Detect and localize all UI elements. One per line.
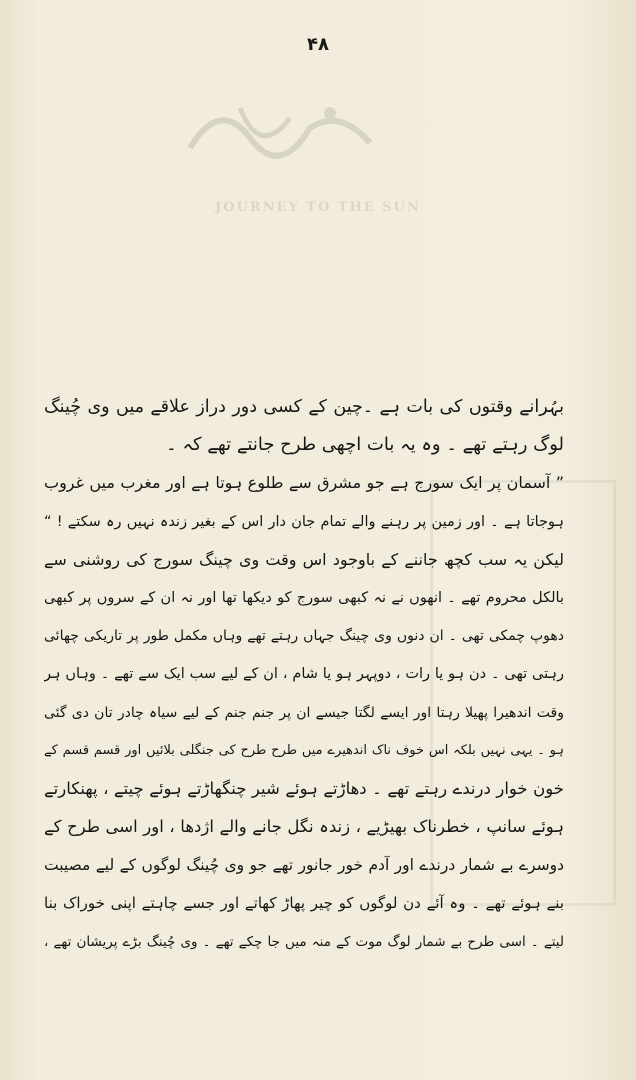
text-line: دوسرے بے شمار درندے اور آدم خور جانور تھے جو وی چُینگ لوگوں کے لیے مصیبت — [44, 856, 564, 875]
text-line: ہوئے سانپ ، خطرناک بھیڑیے ، زندہ نگل جانے والے اژدھا ، اور اسی طرح کے — [44, 817, 564, 837]
text-line: لیتے ۔ اسی طرح بے شمار لوگ موت کے منہ میں جا چکے تھے ۔ وی چُینگ بڑے پریشان تھے ، — [44, 933, 564, 950]
text-line: ہو ۔ یہی نہیں بلکہ اس خوف ناک اندھیرے میں طرح طرح کی جنگلی بلائیں اور قسم قسم کے — [44, 742, 564, 758]
text-line: وقت اندھیرا پھیلا رہتا اور ایسے لگتا جیسے ان پر جنم جنم کے لیے سیاہ چادر تان دی گئی — [44, 704, 564, 721]
page-number: ۴۸ — [307, 34, 329, 55]
text-line: بہُرانے وقتوں کی بات ہے ۔چین کے کسی دور دراز علاقے میں وی چُینگ — [44, 397, 564, 417]
text-line: خون خوار درندے رہتے تھے ۔ دھاڑتے ہوئے شیر چنگھاڑتے ہوئے چیتے ، پھنکارتے — [44, 778, 564, 798]
body-text — [44, 388, 564, 961]
text-line: ہوجاتا ہے ۔ اور زمین پر رہنے والے تمام جان دار اس کے بغیر زندہ نہیں رہ سکتے ! “ — [44, 513, 564, 530]
text-line: بالکل محروم تھے ۔ انھوں نے نہ کبھی سورج کو دیکھا تھا اور نہ ان کے سروں پر کبھی — [44, 589, 564, 606]
text-line: رہتی تھی ۔ دن ہو یا رات ، دوپہر ہو یا شام ، ان کے لیے سب ایک سے تھے ۔ وہاں ہر — [44, 666, 564, 683]
show-through-title: JOURNEY TO THE SUN — [215, 200, 421, 215]
text-line: بنے ہوئے تھے ۔ وہ آئے دن لوگوں کو چیر پھاڑ کھاتے اور جسے چاہتے اپنی خوراک بنا — [44, 894, 564, 913]
show-through-calligraphy — [180, 88, 380, 168]
text-line: ” آسمان پر ایک سورج ہے جو مشرق سے طلوع ہوتا ہے اور مغرب میں غروب — [44, 473, 564, 493]
text-line: دھوپ چمکی تھی ۔ ان دنوں وی چینگ جہاں رہتے تھے وہاں مکمل طور پر تاریکی چھائی — [44, 628, 564, 645]
text-line: لوگ رہتے تھے ۔ وہ یہ بات اچھی طرح جانتے تھے کہ ۔ — [166, 434, 564, 456]
text-line: لیکن یہ سب کچھ جاننے کے باوجود اس وقت وی چینگ سورج کی روشنی سے — [44, 549, 564, 569]
